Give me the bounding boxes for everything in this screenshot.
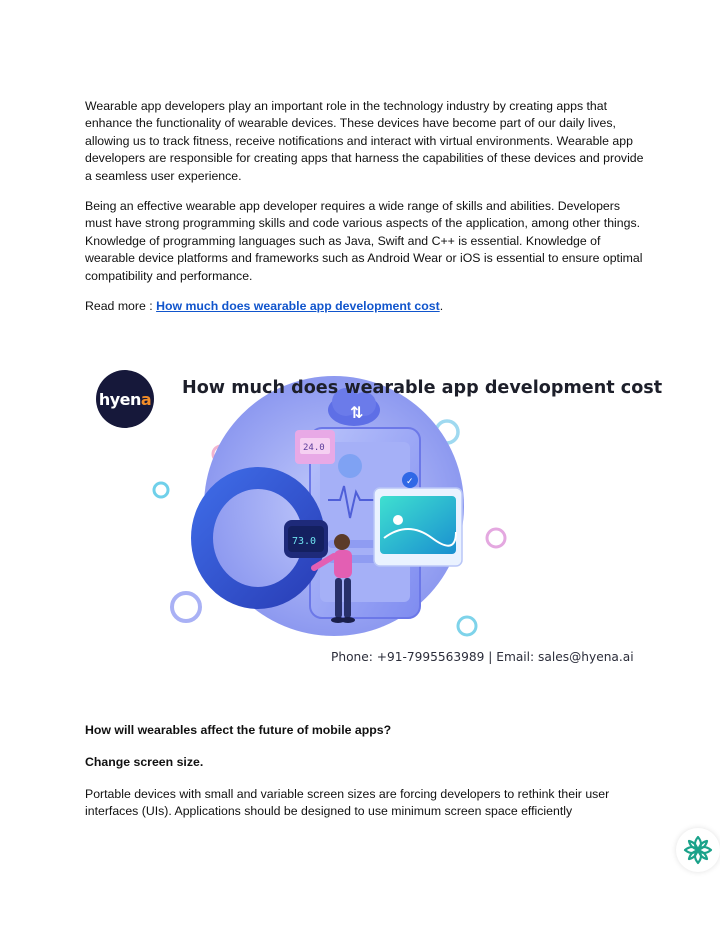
ring-decoration xyxy=(154,483,168,497)
section-heading: How will wearables affect the future of mobile apps? xyxy=(85,723,392,737)
card-screen-text: 24.0 xyxy=(303,443,325,453)
paragraph-intro: Wearable app developers play an important role in the technology industry by creating apps that enhance the functionality of wearable devices. These devices have become part of our daily lives, allowing us to track fitness, receive notifications and interact with virtual environments. Wearable app developers are responsible for creating apps that harness the capabilities of these devices and provide a seamless user experience. xyxy=(85,99,644,183)
band-screen-text: 73.0 xyxy=(292,536,317,547)
paragraph-skills: Being an effective wearable app developer requires a wide range of skills and abilities. Developers must have strong programming skills and code various aspects of the application, among other things. Knowledge of programming languages such as Java, Swift and C++ is essential. Knowledge of wearable device platforms and frameworks such as Android Wear or iOS is essential to ensure optimal compatibility and performance. xyxy=(85,199,643,283)
sync-arrows-icon: ⇅ xyxy=(350,403,364,422)
person-figure xyxy=(334,534,350,550)
paragraph-read-more xyxy=(85,298,645,315)
check-icon: ✓ xyxy=(406,477,414,487)
ring-decoration xyxy=(458,617,476,635)
read-more-suffix: . xyxy=(439,299,444,313)
paragraph-screen-size: Portable devices with small and variable screen sizes are forcing developers to rethink their user interfaces (UIs). Applications should be designed to use minimum screen space efficiently xyxy=(85,787,610,819)
subsection-heading: Change screen size. xyxy=(85,755,204,769)
banner-contact: Phone: +91-7995563989 | Email: sales@hyena.ai xyxy=(331,650,634,664)
promo-banner xyxy=(88,350,663,680)
ring-decoration xyxy=(172,593,200,621)
logo-text: hyena xyxy=(98,389,152,409)
banner-title: How much does wearable app development cost xyxy=(182,378,663,398)
ring-decoration xyxy=(487,529,505,547)
sparkle-logo-icon[interactable] xyxy=(676,828,720,872)
read-more-prefix: Read more : xyxy=(85,299,157,313)
hyena-logo xyxy=(96,370,154,428)
read-more-link[interactable]: How much does wearable app development cost xyxy=(156,299,440,313)
